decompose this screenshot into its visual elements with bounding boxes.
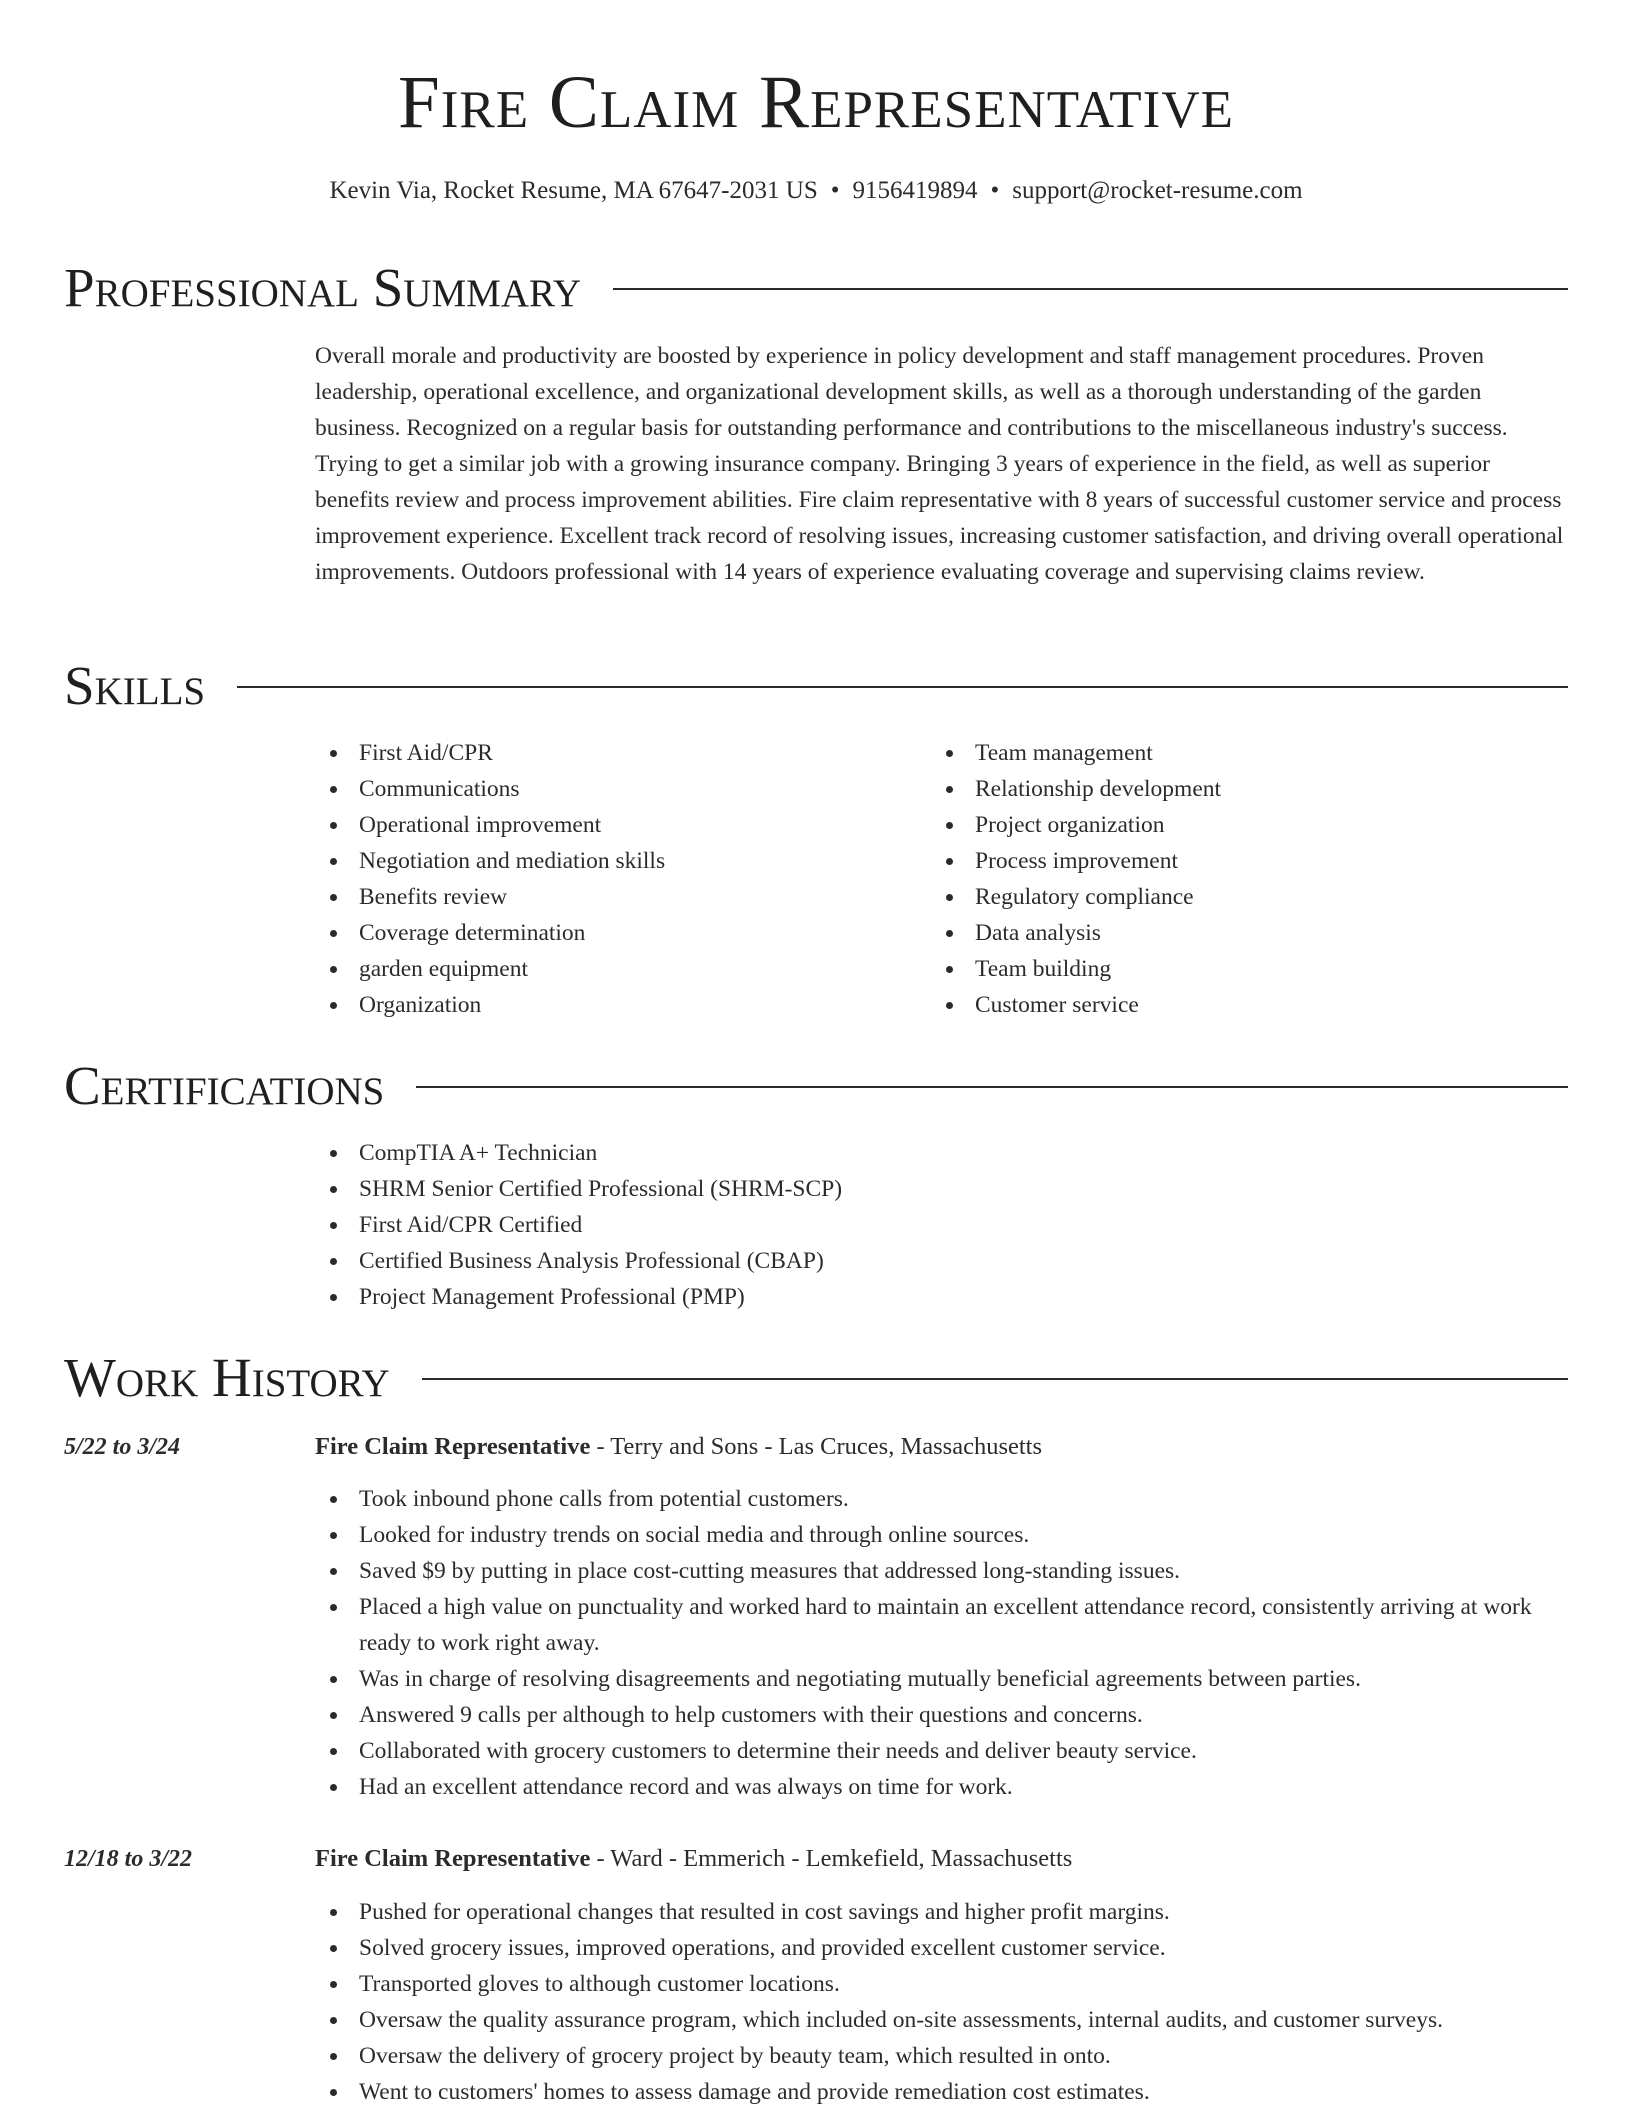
contact-address: Kevin Via, Rocket Resume, MA 67647-2031 US (329, 177, 818, 204)
job-bullet: Oversaw the quality assurance program, which included on-site assessments, internal audits, and customer surveys. (315, 2002, 1569, 2038)
job-bullet: Took inbound phone calls from potential customers. (315, 1481, 1569, 1517)
job-title: Fire Claim Representative (315, 1845, 591, 1872)
certification-item: SHRM Senior Certified Professional (SHRM-SCP) (315, 1171, 1569, 1207)
section-skills-heading (64, 654, 1568, 718)
skill-item: Communications (315, 771, 915, 807)
summary-text: Overall morale and productivity are boosted by experience in policy development and staff management procedures. Proven leadership, operational excellence, and organizational development skills, as well as a thorough understanding of the garden business. Recognized on a regular basis for outstanding performance and contributions to the miscellaneous industry's success. Trying to get a similar job with a growing insurance company. Bringing 3 years of experience in the field, as well as superior benefits review and process improvement abilities. Fire claim representative with 8 years of successful customer service and process improvement experience. Excellent track record of resolving issues, increasing customer satisfaction, and driving overall operational improvements. Outdoors professional with 14 years of experience evaluating coverage and supervising claims review. (315, 343, 1564, 585)
job-dates: 5/22 to 3/24 (64, 1434, 181, 1460)
contact-separator: • (990, 177, 1000, 204)
contact-phone: 9156419894 (852, 177, 978, 204)
contact-email: support@rocket-resume.com (1012, 177, 1303, 204)
skill-item: Team management (931, 735, 1531, 771)
job-dates: 12/18 to 3/22 (64, 1846, 193, 1872)
skill-item: Team building (931, 951, 1531, 987)
job-heading (315, 1841, 1072, 1877)
certifications-list (315, 1135, 1569, 1315)
job-bullet: Transported gloves to although customer locations. (315, 1966, 1569, 2002)
job-bullet: Went to customers' homes to assess damage and provide remediation cost estimates. (315, 2074, 1569, 2110)
contact-line (0, 174, 1632, 208)
skill-item: Operational improvement (315, 807, 915, 843)
job-bullet: Oversaw the delivery of grocery project by beauty team, which resulted in onto. (315, 2038, 1569, 2074)
job-bullet: Looked for industry trends on social media and through online sources. (315, 1517, 1569, 1553)
section-title: Professional Summary (64, 257, 582, 318)
job-bullet: Solved grocery issues, improved operations, and provided excellent customer service. (315, 1930, 1569, 1966)
section-certifications-heading (64, 1054, 1568, 1118)
job-bullet: Collaborated with grocery customers to determine their needs and deliver beauty service. (315, 1733, 1569, 1769)
section-title: Certifications (64, 1055, 385, 1116)
job-heading (315, 1429, 1042, 1465)
skill-item: Benefits review (315, 879, 915, 915)
section-divider (422, 1378, 1568, 1380)
section-divider (237, 686, 1568, 688)
certification-item: First Aid/CPR Certified (315, 1207, 1569, 1243)
skill-item: Organization (315, 987, 915, 1023)
skills-list-right (931, 735, 1531, 1023)
certification-item: CompTIA A+ Technician (315, 1135, 1569, 1171)
skill-item: garden equipment (315, 951, 915, 987)
section-title: Work History (64, 1347, 390, 1408)
page-title: Fire Claim Representative (398, 61, 1234, 144)
job-bullet: Was in charge of resolving disagreements and negotiating mutually beneficial agreements between parties. (315, 1661, 1569, 1697)
skill-item: Process improvement (931, 843, 1531, 879)
job-details: - Ward - Emmerich - Lemkefield, Massachusetts (590, 1845, 1073, 1872)
certification-item: Certified Business Analysis Professional (CBAP) (315, 1243, 1569, 1279)
certification-item: Project Management Professional (PMP) (315, 1279, 1569, 1315)
skill-item: Relationship development (931, 771, 1531, 807)
section-title: Skills (64, 655, 206, 716)
skill-item: Data analysis (931, 915, 1531, 951)
skill-item: Project organization (931, 807, 1531, 843)
section-work-history-heading (64, 1346, 1568, 1410)
section-divider (613, 288, 1568, 290)
job-bullet: Saved $9 by putting in place cost-cutting measures that addressed long-standing issues. (315, 1553, 1569, 1589)
skill-item: Coverage determination (315, 915, 915, 951)
skill-item: First Aid/CPR (315, 735, 915, 771)
job-title: Fire Claim Representative (315, 1433, 591, 1460)
contact-separator: • (830, 177, 840, 204)
job-bullet: Placed a high value on punctuality and worked hard to maintain an excellent attendance record, consistently arriving at work ready to work right away. (315, 1589, 1569, 1661)
section-divider (416, 1086, 1568, 1088)
skills-list-left (315, 735, 915, 1023)
job-bullet-list (315, 1894, 1569, 2110)
job-bullet: Pushed for operational changes that resulted in cost savings and higher profit margins. (315, 1894, 1569, 1930)
skill-item: Regulatory compliance (931, 879, 1531, 915)
job-details: - Terry and Sons - Las Cruces, Massachusetts (590, 1433, 1042, 1460)
job-bullet-list (315, 1481, 1569, 1805)
job-bullet: Answered 9 calls per although to help customers with their questions and concerns. (315, 1697, 1569, 1733)
skill-item: Negotiation and mediation skills (315, 843, 915, 879)
skill-item: Customer service (931, 987, 1531, 1023)
section-summary-heading (64, 256, 1568, 320)
job-bullet: Had an excellent attendance record and was always on time for work. (315, 1769, 1569, 1805)
